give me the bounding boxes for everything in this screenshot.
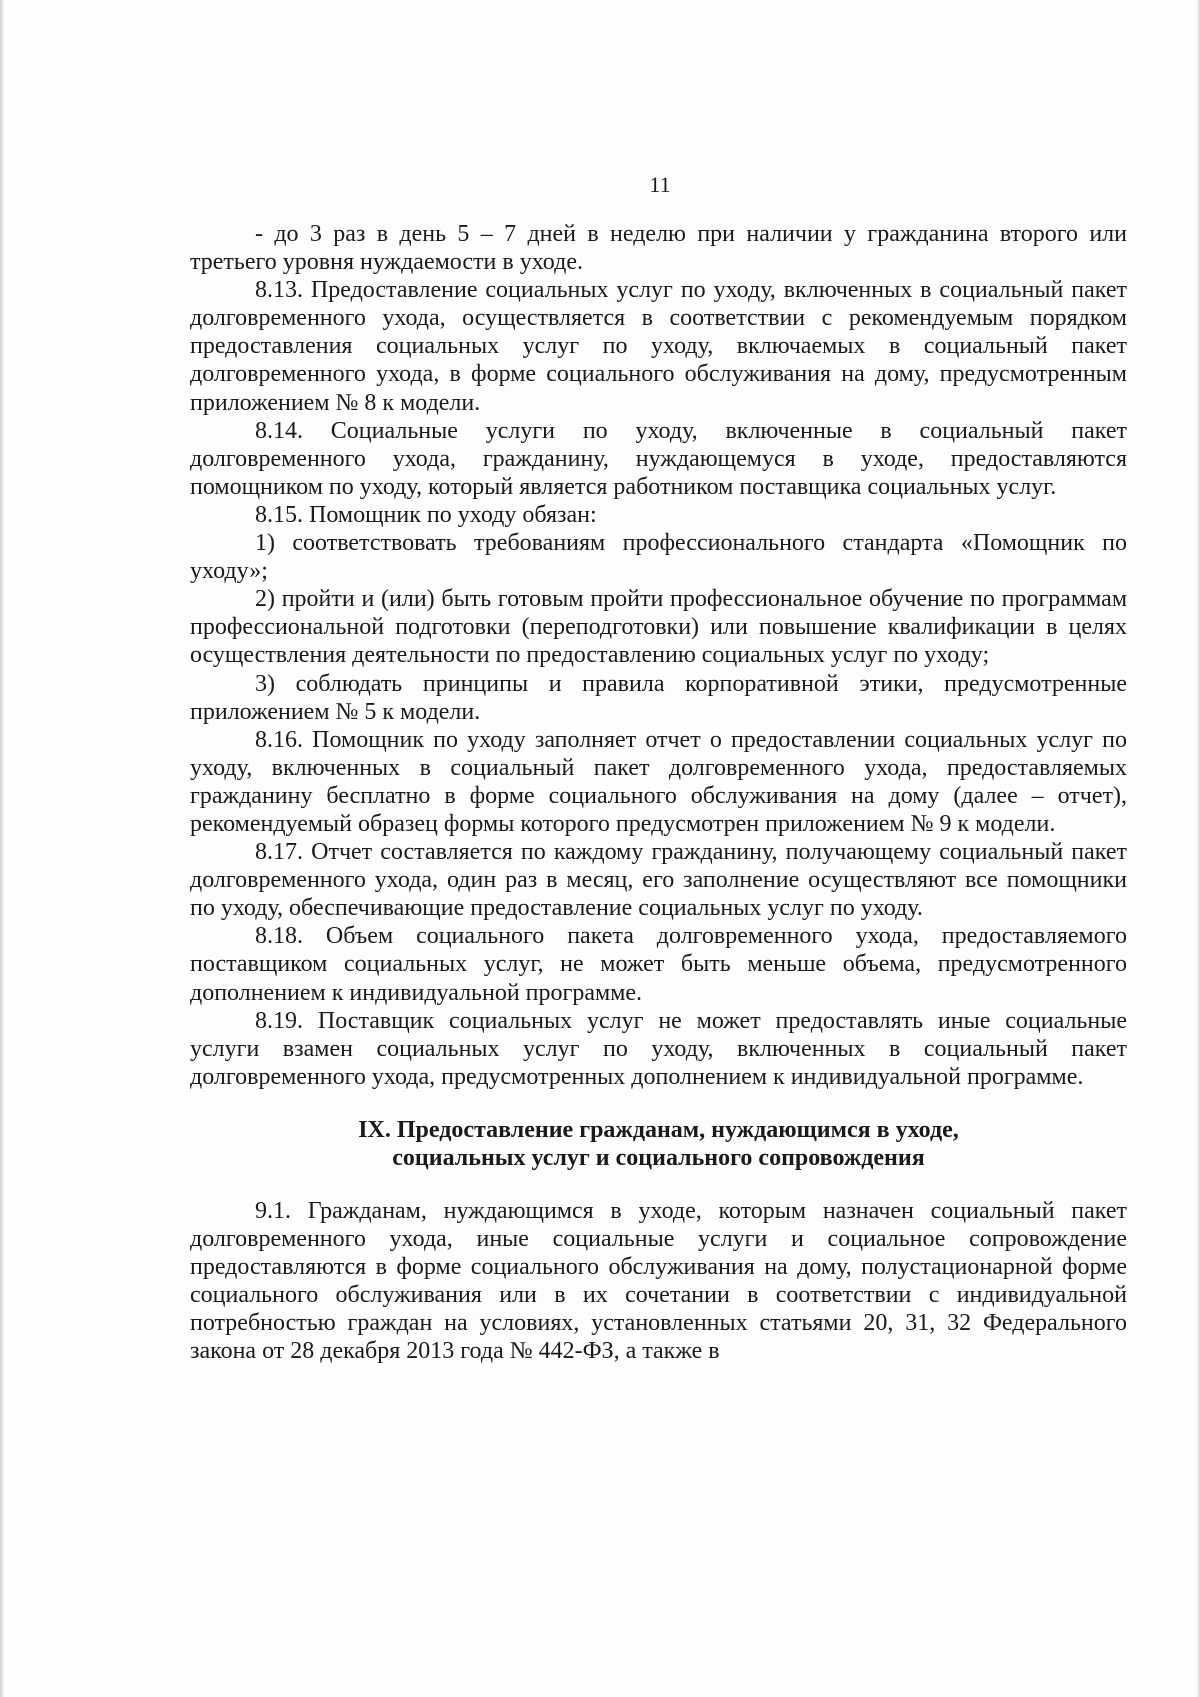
document-body [190,220,1127,1365]
paragraph-8-19: 8.19. Поставщик социальных услуг не может предоставлять иные социальные услуги взамен социальных услуг по уходу, включенных в социальный пакет долговременного ухода, предусмотренных дополнением к индивидуальной программе. [190,1007,1127,1090]
paragraph-8-16: 8.16. Помощник по уходу заполняет отчет о предоставлении социальных услуг по уходу, включенных в социальный пакет долговременного ухода, предоставляемых гражданину бесплатно в форме социального обслуживания на дому (далее – отчет), рекомендуемый образец формы которого предусмотрен приложением № 9 к модели. [190,726,1127,837]
paragraph-8-17: 8.17. Отчет составляется по каждому гражданину, получающему социальный пакет долговременного ухода, один раз в месяц, его заполнение осуществляют все помощники по уходу, обеспечивающие предоставление социальных услуг по уходу. [190,839,1127,922]
paragraph-8-14: 8.14. Социальные услуги по уходу, включенные в социальный пакет долговременного ухода, гражданину, нуждающемуся в уходе, предоставляются помощником по уходу, который является работником поставщика социальных услуг. [190,417,1127,500]
paragraph-8-18: 8.18. Объем социального пакета долговременного ухода, предоставляемого поставщиком социальных услуг, не может быть меньше объема, предусмотренного дополнением к индивидуальной программе. [190,923,1127,1006]
paragraph-9-1: 9.1. Гражданам, нуждающимся в уходе, которым назначен социальный пакет долговременного ухода, иные социальные услуги и социальное сопровождение предоставляются в форме социального обслуживания на дому, полустационарной форме социального обслуживания или в их сочетании в соответствии с индивидуальной потребностью граждан на условиях, установленных статьями 20, 31, 32 Федерального закона от 28 декабря 2013 года № 442-ФЗ, а также в [190,1197,1127,1365]
paragraph-8-15-item-1: 1) соответствовать требованиям профессионального стандарта «Помощник по уходу»; [190,530,1127,585]
paragraph-8-13: 8.13. Предоставление социальных услуг по уходу, включенных в социальный пакет долговременного ухода, осуществляется в соответствии с рекомендуемым порядком предоставления социальных услуг по уходу, включаемых в социальный пакет долговременного ухода, в форме социального обслуживания на дому, предусмотренным приложением № 8 к модели. [190,277,1127,416]
section-heading [190,1116,1127,1172]
paragraph-8-15-item-3: 3) соблюдать принципы и правила корпоративной этики, предусмотренные приложением № 5 к модели. [190,670,1127,725]
section-heading-line-1: IX. Предоставление гражданам, нуждающимся в уходе, [358,1116,959,1143]
paragraph-8-15: 8.15. Помощник по уходу обязан: [255,501,597,528]
section-heading-line-2: социальных услуг и социального сопровождения [392,1144,925,1171]
page-number: 11 [649,172,671,197]
paragraph-8-15-item-2: 2) пройти и (или) быть готовым пройти профессиональное обучение по программам профессиональной подготовки (переподготовки) или повышение квалификации в целях осуществления деятельности по предоставлению социальных услуг по уходу; [190,586,1127,669]
paragraph-frequency: - до 3 раз в день 5 – 7 дней в неделю при наличии у гражданина второго или третьего уровня нуждаемости в уходе. [190,221,1127,276]
page-edge-left [0,0,4,1697]
